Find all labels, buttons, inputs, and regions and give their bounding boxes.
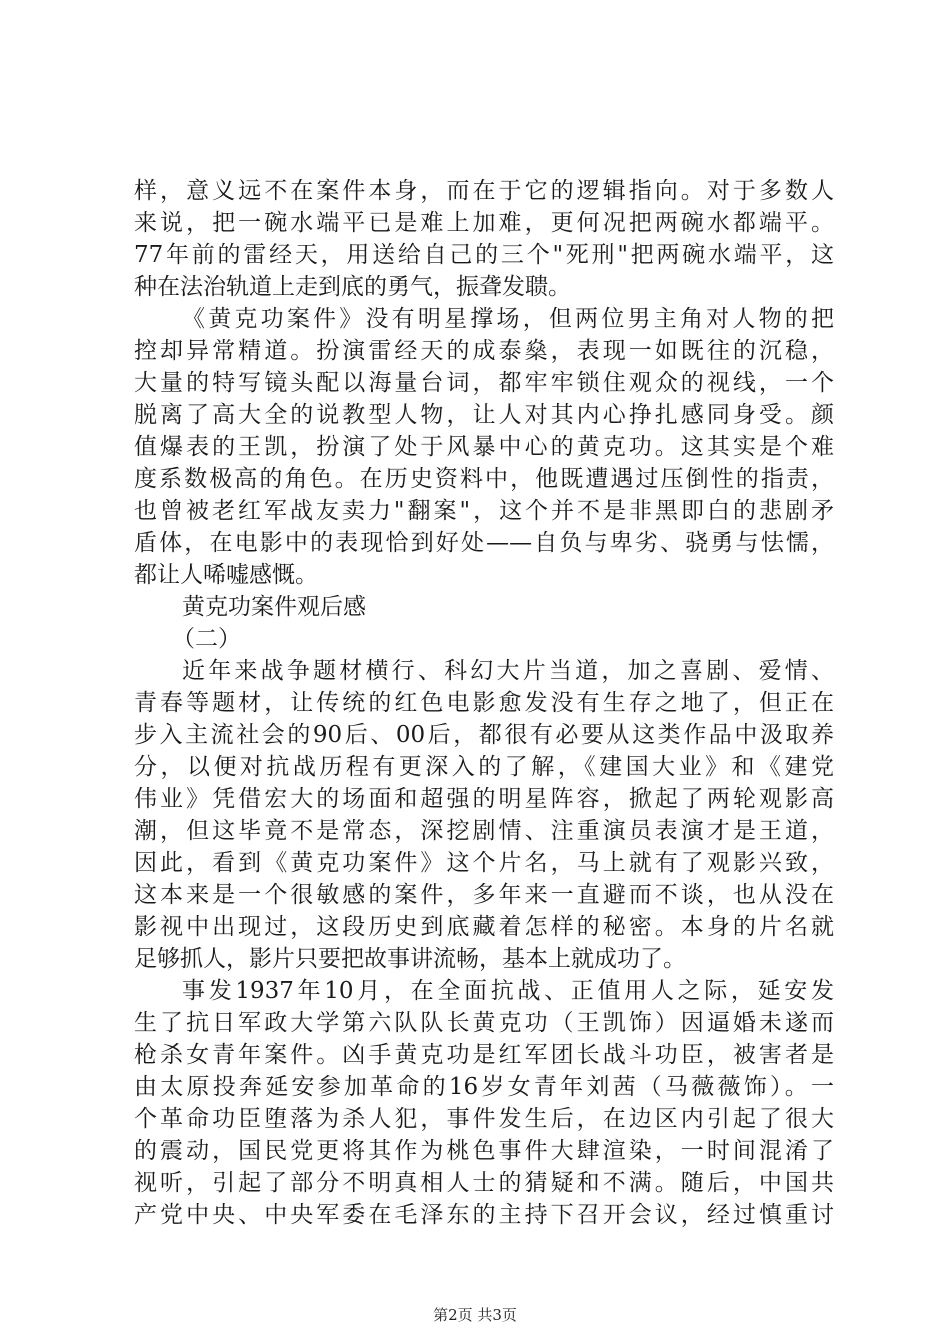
- text-line: 分，以便对抗战历程有更深入的了解，《建国大业》和《建党: [134, 754, 834, 780]
- text-line: 伟业》凭借宏大的场面和超强的明星阵容，掀起了两轮观影高: [134, 786, 834, 812]
- text-line: 控却异常精道。扮演雷经天的成泰燊，表现一如既往的沉稳，: [134, 338, 834, 364]
- text-line: 的震动，国民党更将其作为桃色事件大肆渲染，一时间混淆了: [134, 1138, 834, 1164]
- text-line: 这本来是一个很敏感的案件，多年来一直避而不谈，也从没在: [134, 882, 834, 908]
- text-line: 个革命功臣堕落为杀人犯，事件发生后，在边区内引起了很大: [134, 1106, 834, 1132]
- text-line: 潮，但这毕竟不是常态，深挖剧情、注重演员表演才是王道，: [134, 818, 834, 844]
- section-heading: 黄克功案件观后感: [182, 594, 366, 620]
- text-line: 样，意义远不在案件本身，而在于它的逻辑指向。对于多数人: [134, 178, 834, 204]
- text-line: 种在法治轨道上走到底的勇气，振聋发聩。: [134, 274, 571, 300]
- section-subheading: （二）: [172, 626, 241, 652]
- text-line: 产党中央、中央军委在毛泽东的主持下召开会议，经过慎重讨: [134, 1202, 834, 1228]
- text-line: 77年前的雷经天，用送给自己的三个"死刑"把两碗水端平，这: [134, 242, 834, 268]
- text-line: 值爆表的王凯，扮演了处于风暴中心的黄克功。这其实是个难: [134, 434, 834, 460]
- text-line: 影视中出现过，这段历史到底藏着怎样的秘密。本身的片名就: [134, 914, 834, 940]
- text-line: 青春等题材，让传统的红色电影愈发没有生存之地了，但正在: [134, 690, 834, 716]
- text-line: 因此，看到《黄克功案件》这个片名，马上就有了观影兴致，: [134, 850, 834, 876]
- text-line: 视听，引起了部分不明真相人士的猜疑和不满。随后，中国共: [134, 1170, 834, 1196]
- text-line: 枪杀女青年案件。凶手黄克功是红军团长战斗功臣，被害者是: [134, 1042, 834, 1068]
- text-line: 度系数极高的角色。在历史资料中，他既遭遇过压倒性的指责，: [134, 466, 834, 492]
- text-line: 都让人唏嘘感慨。: [134, 562, 318, 588]
- text-line: 近年来战争题材横行、科幻大片当道，加之喜剧、爱情、: [182, 658, 834, 684]
- text-line: 《黄克功案件》没有明星撑场，但两位男主角对人物的把: [182, 306, 834, 332]
- text-line: 步入主流社会的90后、00后，都很有必要从这类作品中汲取养: [134, 722, 834, 748]
- text-line: 足够抓人，影片只要把故事讲流畅，基本上就成功了。: [134, 946, 686, 972]
- text-line: 由太原投奔延安参加革命的16岁女青年刘茜（马薇薇饰）。一: [134, 1074, 834, 1100]
- text-line: 来说，把一碗水端平已是难上加难，更何况把两碗水都端平。: [134, 210, 834, 236]
- text-line: 脱离了高大全的说教型人物，让人对其内心挣扎感同身受。颜: [134, 402, 834, 428]
- text-line: 事发1937年10月，在全面抗战、正值用人之际，延安发: [182, 978, 834, 1004]
- text-line: 大量的特写镜头配以海量台词，都牢牢锁住观众的视线，一个: [134, 370, 834, 396]
- text-line: 也曾被老红军战友卖力"翻案"，这个并不是非黑即白的悲剧矛: [134, 498, 834, 524]
- text-line: 生了抗日军政大学第六队队长黄克功（王凯饰）因逼婚未遂而: [134, 1010, 834, 1036]
- page-number-footer: 第2页 共3页: [433, 1306, 517, 1324]
- text-line: 盾体，在电影中的表现恰到好处——自负与卑劣、骁勇与怯懦，: [134, 530, 834, 556]
